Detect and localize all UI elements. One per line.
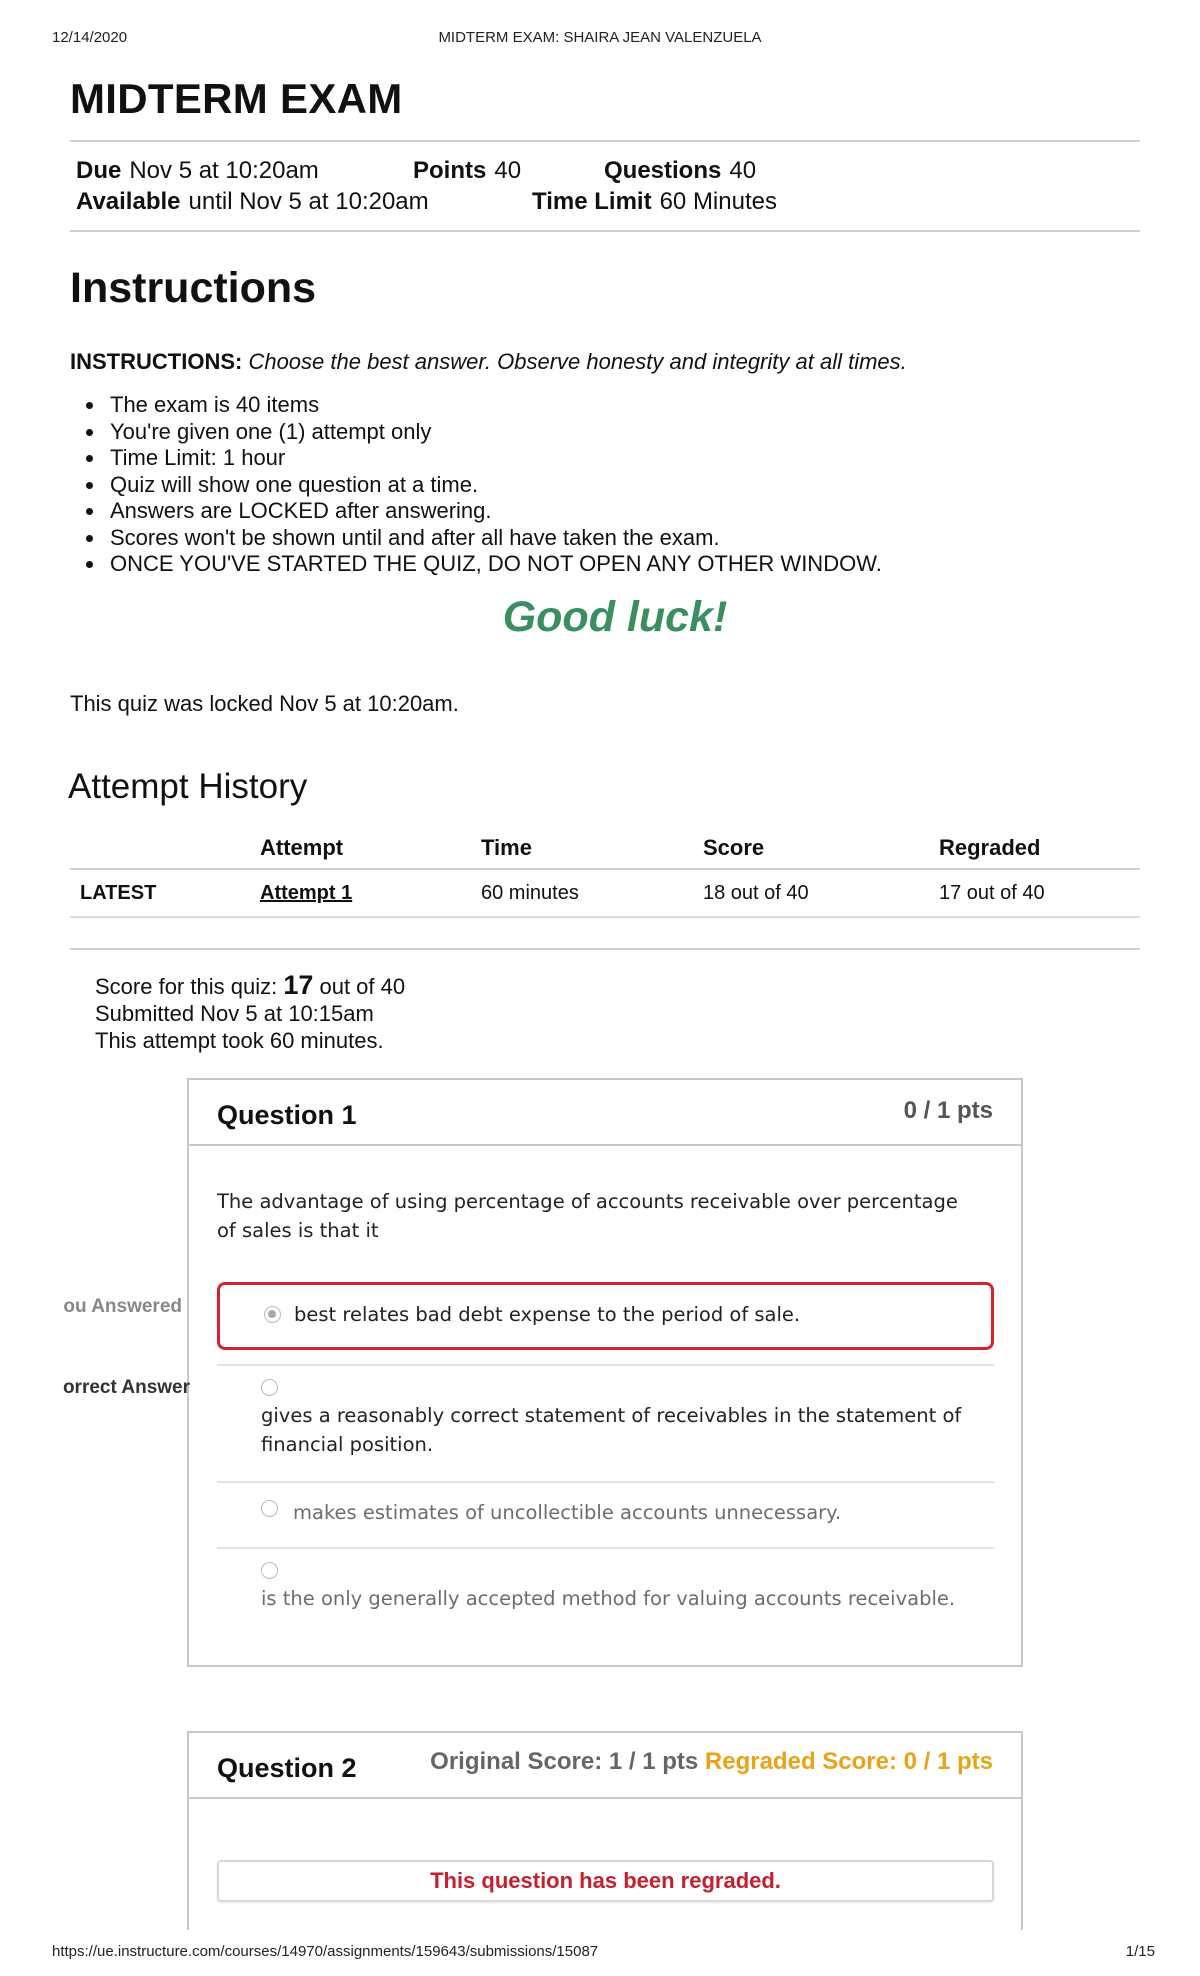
answer-divider — [217, 1547, 994, 1549]
divider — [70, 140, 1140, 142]
instructions-heading: Instructions — [70, 264, 317, 312]
list-item: • Answers are LOCKED after answering. — [106, 498, 882, 525]
question-1-title: Question 1 — [217, 1100, 357, 1130]
list-item: • Scores won't be shown until and after all have taken the exam. — [106, 525, 882, 552]
score-suffix: out of 40 — [319, 974, 406, 999]
attempt-time: 60 minutes — [481, 869, 703, 917]
regraded-notice: This question has been regraded. — [217, 1860, 994, 1902]
available-label: Available — [76, 188, 181, 215]
answer-option[interactable] — [217, 1556, 994, 1636]
divider — [70, 230, 1140, 232]
instructions-list — [70, 392, 882, 578]
question-2-header — [189, 1733, 1021, 1799]
attempt-score: 18 out of 40 — [703, 869, 939, 917]
submitted-time: Submitted Nov 5 at 10:15am — [95, 1001, 374, 1026]
question-2-score — [430, 1748, 993, 1776]
points-value: 40 — [494, 157, 522, 184]
score-value: 17 — [283, 970, 314, 1000]
answer-text: gives a reasonably correct statement of receivables in the statement of financial position. — [261, 1404, 962, 1456]
score-label: Score for this quiz: — [95, 974, 278, 999]
answer-option-correct[interactable] — [217, 1373, 994, 1463]
you-answered-label: ou Answered — [63, 1296, 182, 1317]
instructions-lead-label: INSTRUCTIONS: — [70, 349, 243, 374]
time-limit-value: 60 Minutes — [659, 188, 777, 215]
quiz-score — [95, 972, 405, 1000]
question-1-text: The advantage of using percentage of accounts receivable over percentage of sales is that it — [217, 1190, 958, 1242]
attempt-regraded: 17 out of 40 — [939, 869, 1140, 917]
regraded-score: Regraded Score: 0 / 1 pts — [704, 1748, 993, 1775]
radio-button — [261, 1562, 278, 1579]
attempt-history-heading: Attempt History — [68, 767, 308, 806]
due-value: Nov 5 at 10:20am — [129, 157, 319, 184]
points-info — [413, 157, 521, 185]
answer-option[interactable] — [217, 1488, 994, 1538]
questions-info — [604, 157, 756, 185]
list-item: • The exam is 40 items — [106, 392, 882, 419]
print-date: 12/14/2020 — [52, 29, 128, 46]
instructions-lead-text: Choose the best answer. Observe honesty and integrity at all times. — [248, 349, 907, 374]
points-label: Points — [413, 157, 487, 184]
question-1-points: 0 / 1 pts — [903, 1097, 993, 1124]
answer-divider — [217, 1481, 994, 1483]
attempt-link[interactable]: Attempt 1 — [260, 881, 353, 904]
column-header — [70, 828, 260, 869]
available-info — [76, 188, 429, 216]
question-2-title: Question 2 — [217, 1753, 357, 1783]
table-row — [70, 869, 1140, 917]
list-item: • Time Limit: 1 hour — [106, 445, 882, 472]
attempt-history-table — [70, 828, 1140, 918]
latest-tag: LATEST — [70, 869, 260, 917]
due-info — [76, 157, 319, 185]
print-page-number: 1/15 — [1125, 1943, 1155, 1960]
table-header-row — [70, 828, 1140, 869]
list-item: • You're given one (1) attempt only — [106, 419, 882, 446]
print-title: MIDTERM EXAM: SHAIRA JEAN VALENZUELA — [438, 29, 762, 46]
questions-label: Questions — [604, 157, 722, 184]
column-header: Time — [481, 828, 703, 869]
list-item: • ONCE YOU'VE STARTED THE QUIZ, DO NOT OPEN ANY OTHER WINDOW. — [106, 551, 882, 578]
answer-text: best relates bad debt expense to the period of sale. — [294, 1303, 801, 1326]
time-limit-info — [532, 188, 777, 216]
due-label: Due — [76, 157, 122, 184]
questions-value: 40 — [729, 157, 757, 184]
original-score: Original Score: 1 / 1 pts — [430, 1748, 699, 1775]
question-1-header — [189, 1080, 1021, 1146]
score-summary — [95, 972, 405, 1054]
answer-option-selected[interactable] — [217, 1282, 994, 1350]
list-item: • Quiz will show one question at a time. — [106, 472, 882, 499]
page-title: MIDTERM EXAM — [70, 75, 403, 122]
answer-text: is the only generally accepted method for valuing accounts receivable. — [261, 1587, 956, 1610]
column-header: Attempt — [260, 828, 481, 869]
correct-answer-label: orrect Answer — [62, 1377, 190, 1398]
time-limit-label: Time Limit — [532, 188, 652, 215]
radio-button — [261, 1500, 278, 1517]
divider — [70, 948, 1140, 950]
column-header: Score — [703, 828, 939, 869]
attempt-duration: This attempt took 60 minutes. — [95, 1028, 384, 1053]
answer-divider — [217, 1364, 994, 1366]
radio-button-selected — [264, 1306, 281, 1323]
good-luck-text: Good luck! — [502, 593, 728, 641]
print-url: https://ue.instructure.com/courses/14970/assignments/159643/submissions/15087 — [52, 1943, 599, 1960]
instructions-lead — [70, 349, 907, 375]
lock-notice: This quiz was locked Nov 5 at 10:20am. — [70, 691, 459, 716]
answer-text: makes estimates of uncollectible accounts unnecessary. — [293, 1501, 842, 1524]
available-value: until Nov 5 at 10:20am — [188, 188, 429, 215]
radio-button — [261, 1379, 278, 1396]
column-header: Regraded — [939, 828, 1140, 869]
question-1-card — [187, 1078, 1023, 1667]
